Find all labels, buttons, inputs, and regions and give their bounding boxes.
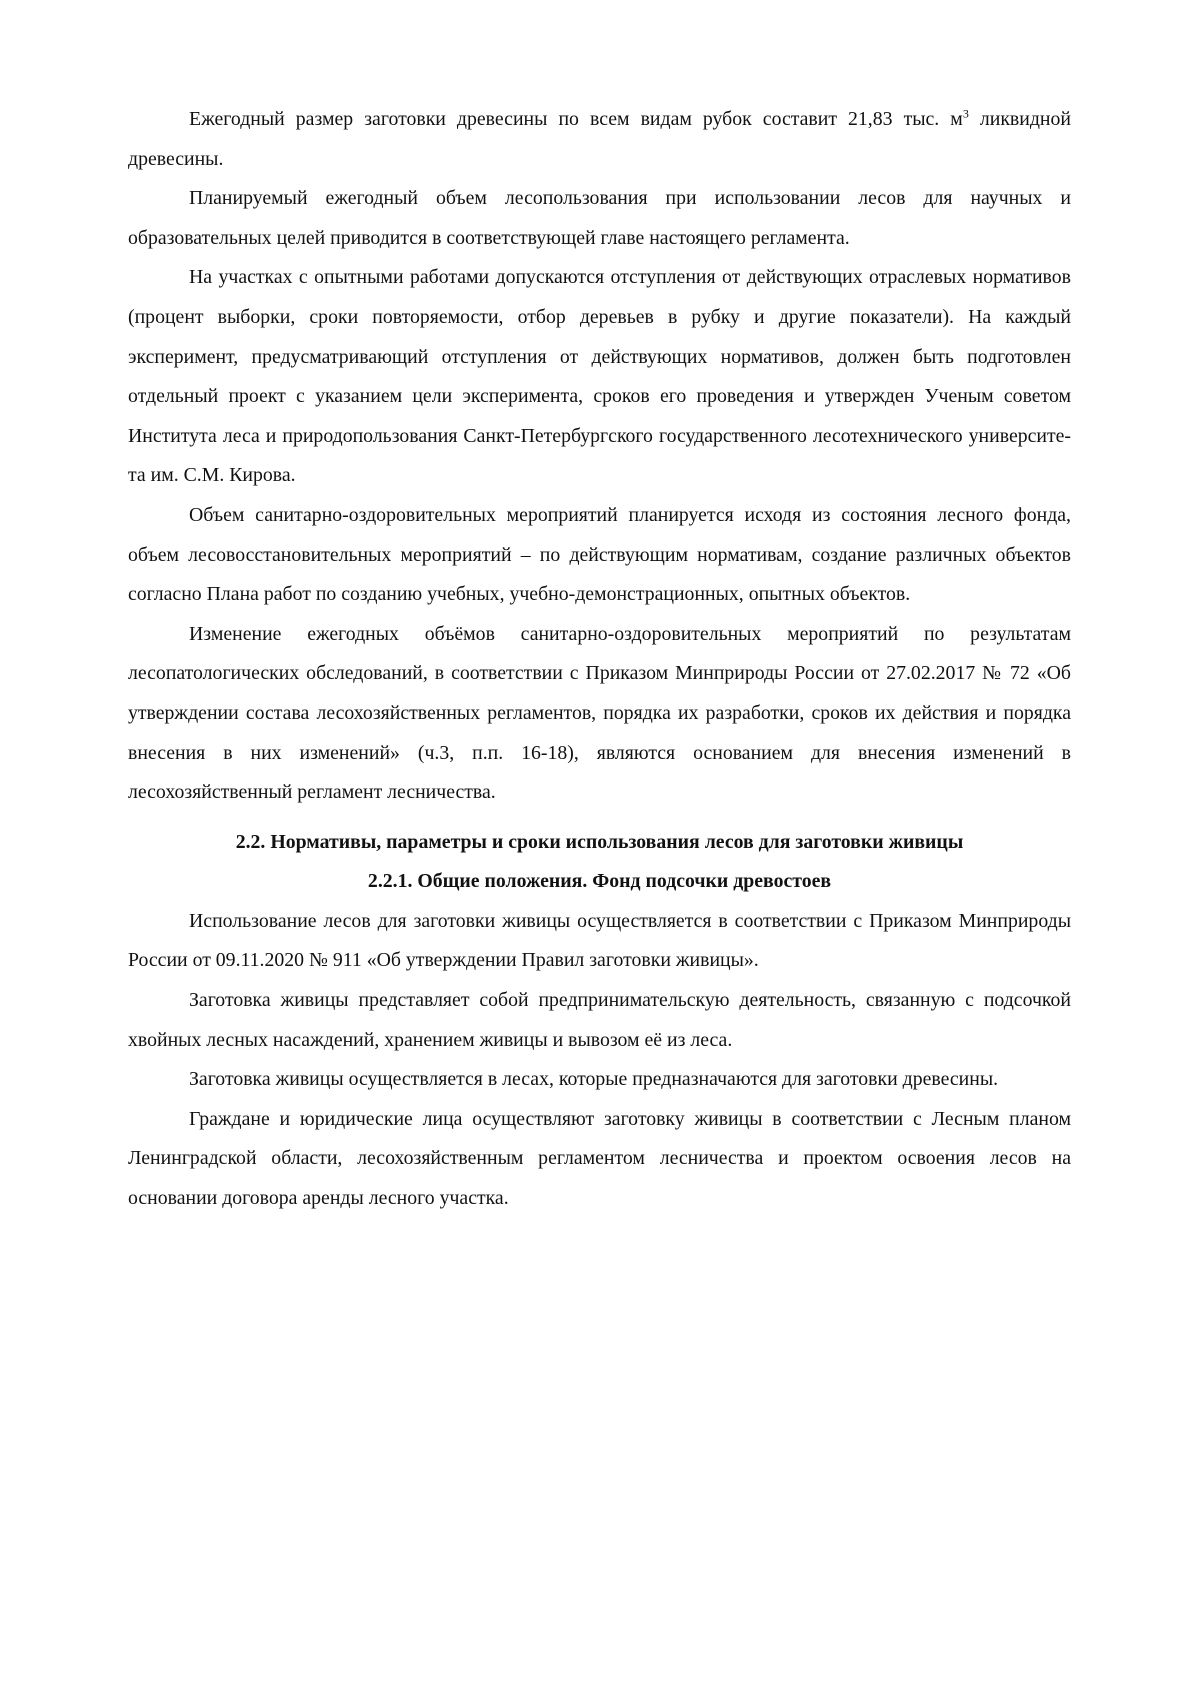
section-heading: 2.2. Нормативы, параметры и сроки использования лесов для заготовки живицы (235, 830, 964, 853)
paragraph-scientific-use: Планируемый ежегодный объем лесопользования при использовании лесов для научных и образовательных целей приводится в соответствующей главе настоящего регламента. (128, 187, 1071, 249)
paragraph-sanitary-measures: Объем санитарно-оздоровительных мероприятий планируется исходя из состояния лесного фонда, объем лесовосстановительных мероприятий – по действующим нормативам, создание различных объектов согласно Плана работ по созданию учебных, учебно-демонстрационных, опытных объектов. (128, 503, 1071, 606)
paragraph-experimental-plots: На участках с опытными работами допускаются отступления от действующих отраслевых нормативов (процент выборки, сроки повторяемости, отбор деревьев в рубку и другие показатели). На каждый эксперимент, предусматривающий отступления от действующих нормативов, должен быть подготовлен отдельный проект с указанием цели эксперимента, сроков его проведения и утвержден Ученым советом Института леса и природопользования Санкт-Петербургского государственного лесотехнического университета им. С.М. Кирова. (128, 266, 1071, 487)
document-page (128, 100, 1071, 1219)
cubic-exponent: 3 (962, 106, 969, 121)
paragraph-annual-changes: Изменение ежегодных объёмов санитарно-оздоровительных мероприятий по результатам лесопатологических обследований, в соответствии с Приказом Минприроды России от 27.02.2017 № 72 «Об утверждении состава лесохозяйственных регламентов, порядка их разработки, сроков их действия и порядка внесения в них изменений» (ч.3, п.п. 16-18), являются основанием для внесения изменений в лесохозяйственный регламент лесничества. (128, 622, 1071, 804)
paragraph-resin-order: Использование лесов для заготовки живицы осуществляется в соответствии с Приказом Минприроды России от 09.11.2020 № 911 «Об утверждении Правил заготовки живицы». (128, 909, 1071, 972)
harvest-volume-text-end: ликвидной древесины. (128, 108, 1071, 170)
paragraph-resin-forests: Заготовка живицы осуществляется в лесах, которые предназначаются для заготовки древесины. (189, 1068, 999, 1091)
paragraph-harvest-volume (128, 100, 1071, 179)
subsection-heading: 2.2.1. Общие положения. Фонд подсочки древостоев (367, 870, 832, 893)
paragraph-resin-business: Заготовка живицы представляет собой предпринимательскую деятельность, связанную с подсочкой хвойных лесных насаждений, хранением живицы и вывозом её из леса. (128, 989, 1071, 1051)
harvest-volume-text: Ежегодный размер заготовки древесины по всем видам рубок составит 21,83 тыс. м (189, 108, 963, 130)
paragraph-resin-lease: Граждане и юридические лица осуществляют заготовку живицы в соответствии с Лесным планом Ленинградской области, лесохозяйственным регламентом лесничества и проектом освоения лесов на основании договора аренды лесного участка. (128, 1107, 1071, 1210)
